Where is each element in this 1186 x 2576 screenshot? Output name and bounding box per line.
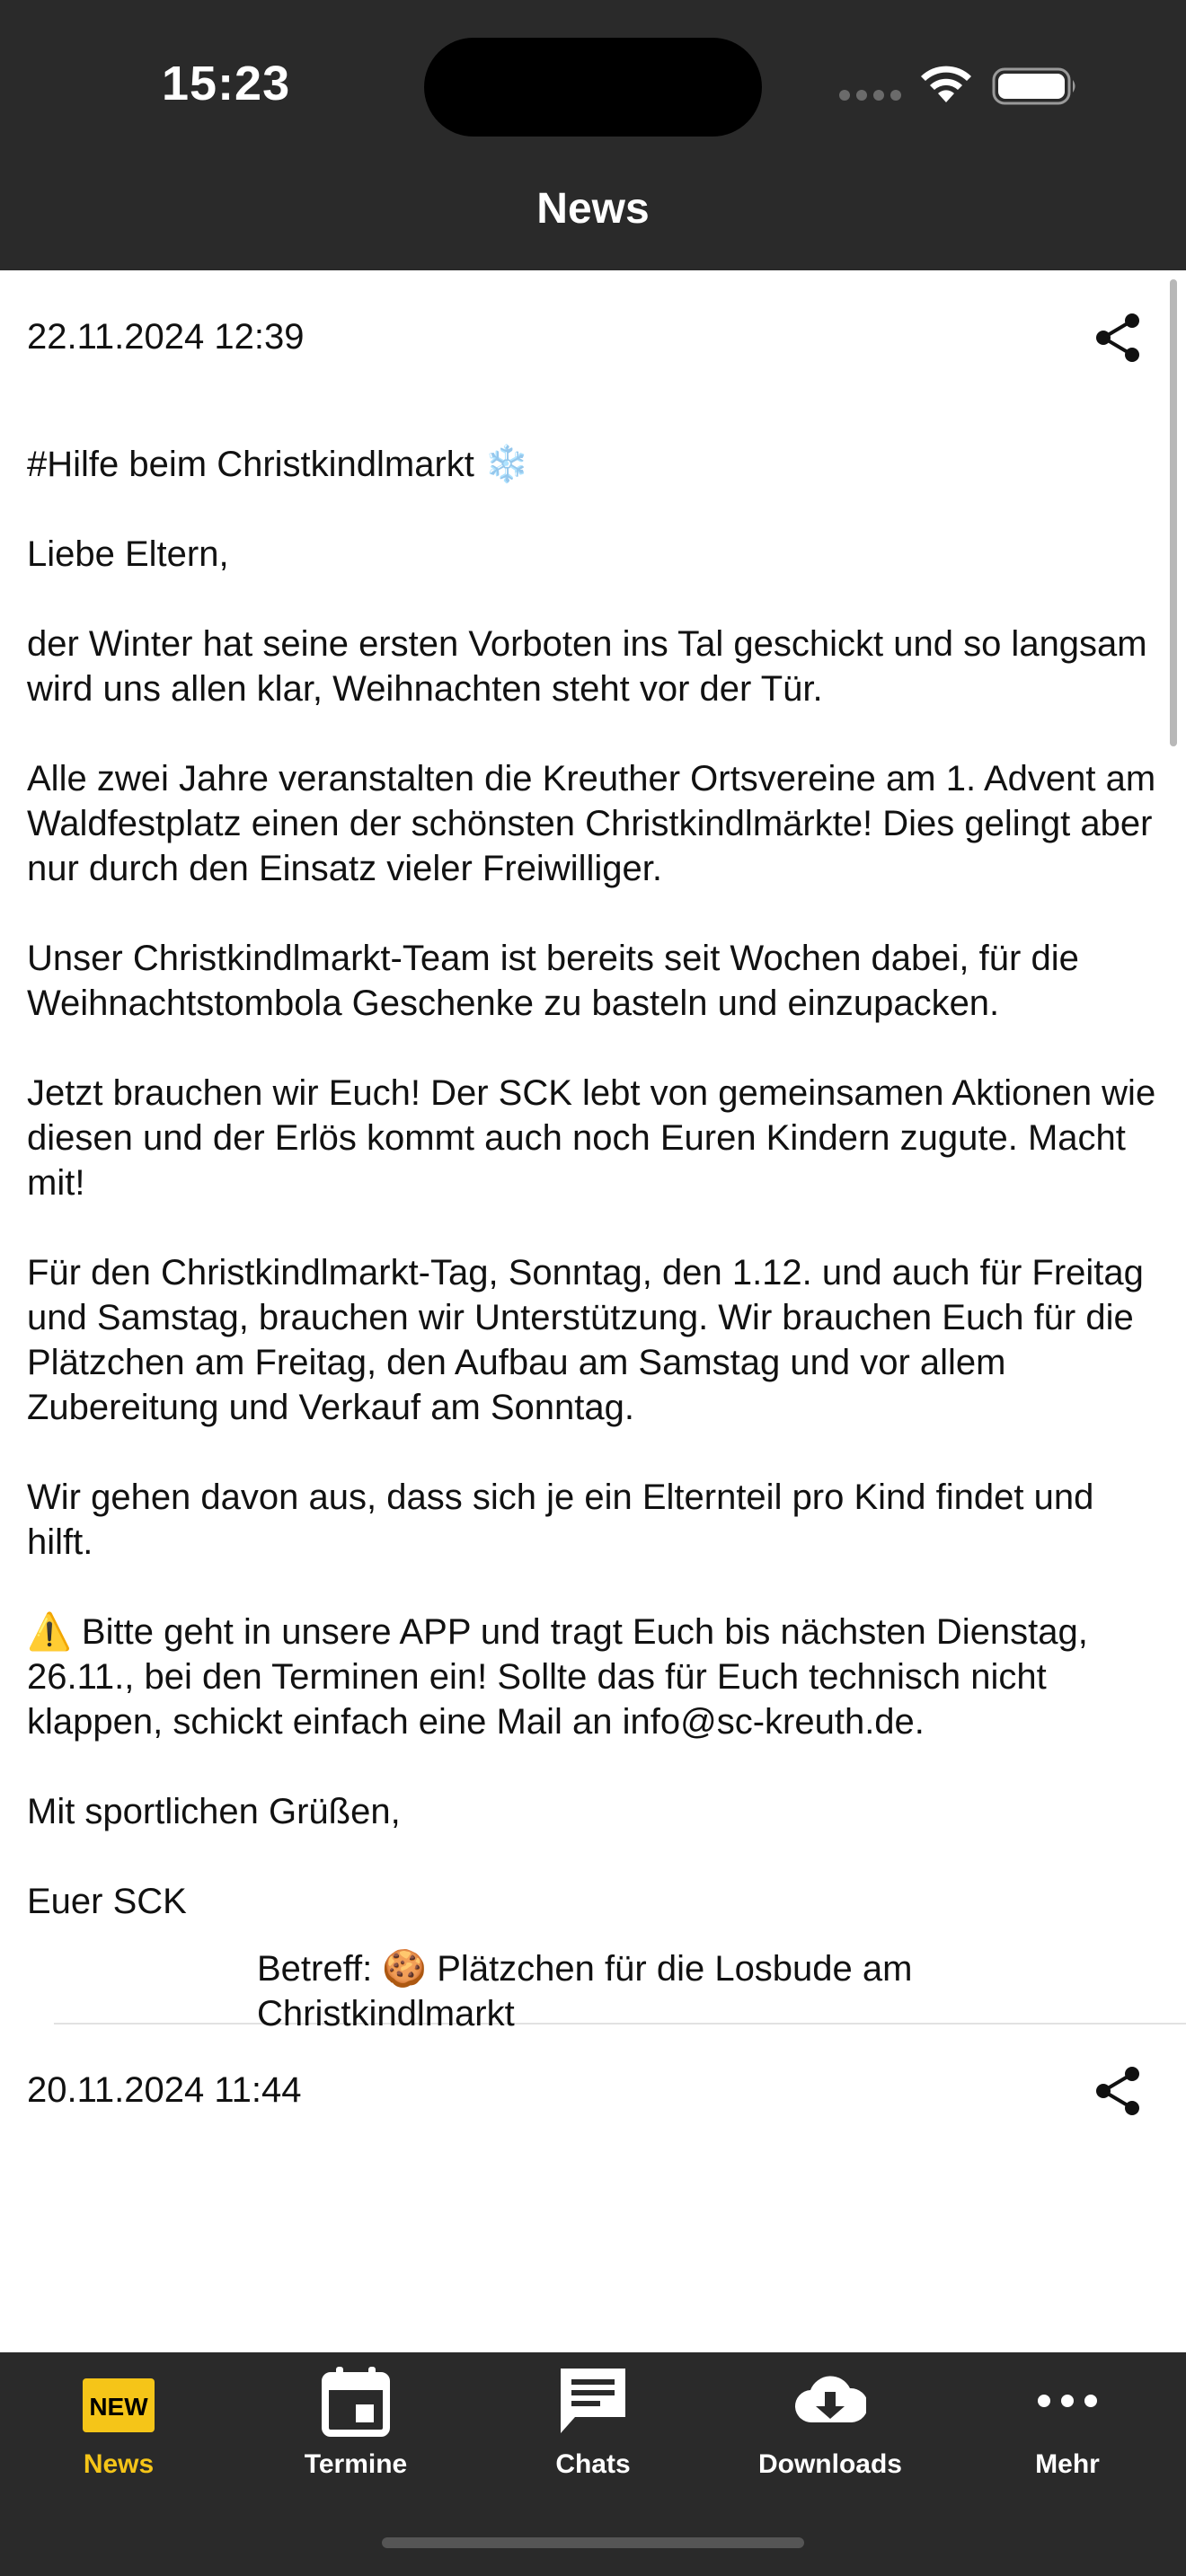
tab-chats[interactable] (474, 2352, 712, 2514)
news-feed[interactable] (0, 270, 1186, 2352)
post-paragraph: Liebe Eltern, (27, 534, 229, 574)
wifi-icon (918, 63, 974, 106)
share-icon[interactable] (1091, 310, 1146, 366)
post-date: 20.11.2024 11:44 (27, 2070, 302, 2110)
post-paragraph: Euer SCK (27, 1882, 187, 1921)
status-time: 15:23 (162, 57, 291, 110)
post-paragraph: Alle zwei Jahre veranstalten die Kreuther Ortsvereine am 1. Advent am Waldfestplatz einen der schönsten Christkindlmärkte! Dies gelingt aber nur durch den Einsatz vieler Freiwilliger. (27, 759, 1156, 888)
share-icon[interactable] (1091, 2063, 1146, 2119)
post-paragraph: ⚠️ Bitte geht in unsere APP und tragt Euch bis nächsten Dienstag, 26.11., bei den Terminen ein! Sollte das für Euch technisch nicht klappen, schickt einfach eine Mail an info@sc-kreuth.de. (27, 1612, 1088, 1742)
dynamic-island (424, 38, 762, 137)
home-indicator (382, 2537, 804, 2548)
cloud-download-icon (794, 2365, 866, 2437)
page-title: News (536, 185, 650, 233)
new-badge-icon (83, 2365, 155, 2437)
post-paragraph: #Hilfe beim Christkindlmarkt ❄️ (27, 445, 529, 484)
tab-mehr[interactable] (949, 2352, 1186, 2514)
battery-icon (992, 66, 1078, 106)
scrollbar[interactable] (1170, 279, 1177, 746)
post-paragraph: Mit sportlichen Grüßen, (27, 1792, 401, 1831)
tab-label: News (83, 2449, 155, 2479)
post-paragraph: Wir gehen davon aus, dass sich je ein Elternteil pro Kind findet und hilft. (27, 1478, 1094, 1562)
tab-label: Downloads (757, 2449, 902, 2479)
post-body (257, 1946, 1048, 2036)
tab-label: Termine (304, 2449, 408, 2479)
post-body (27, 442, 1168, 1924)
tab-downloads[interactable] (712, 2352, 949, 2514)
post-paragraph: Jetzt brauchen wir Euch! Der SCK lebt von gemeinsamen Aktionen wie diesen und der Erlös kommt auch noch Euren Kindern zugute. Macht mit! (27, 1073, 1156, 1203)
svg-text:NEW: NEW (89, 2393, 148, 2421)
calendar-icon (320, 2365, 392, 2437)
tab-news[interactable] (0, 2352, 237, 2514)
post-paragraph: Unser Christkindlmarkt-Team ist bereits seit Wochen dabei, für die Weihnachtstombola Geschenke zu basteln und einzupacken. (27, 939, 1079, 1023)
post-date: 22.11.2024 12:39 (27, 317, 305, 357)
header (0, 0, 1186, 270)
tab-termine[interactable] (237, 2352, 474, 2514)
post-paragraph: Betreff: 🍪 Plätzchen für die Losbude am Christkindlmarkt (257, 1949, 913, 2033)
chat-icon (557, 2365, 629, 2437)
tab-label: Chats (555, 2449, 631, 2479)
tab-label: Mehr (1035, 2449, 1100, 2479)
post-paragraph: Für den Christkindlmarkt-Tag, Sonntag, den 1.12. und auch für Freitag und Samstag, brauchen wir Unterstützung. Wir brauchen Euch für die Plätzchen am Freitag, den Aufbau am Samstag und vor allem Zubereitung und Verkauf am Sonntag. (27, 1253, 1144, 1427)
post-paragraph: der Winter hat seine ersten Vorboten ins Tal geschickt und so langsam wird uns allen klar, Weihnachten steht vor der Tür. (27, 624, 1147, 709)
more-icon (1031, 2365, 1103, 2437)
cellular-signal-icon (839, 90, 902, 102)
